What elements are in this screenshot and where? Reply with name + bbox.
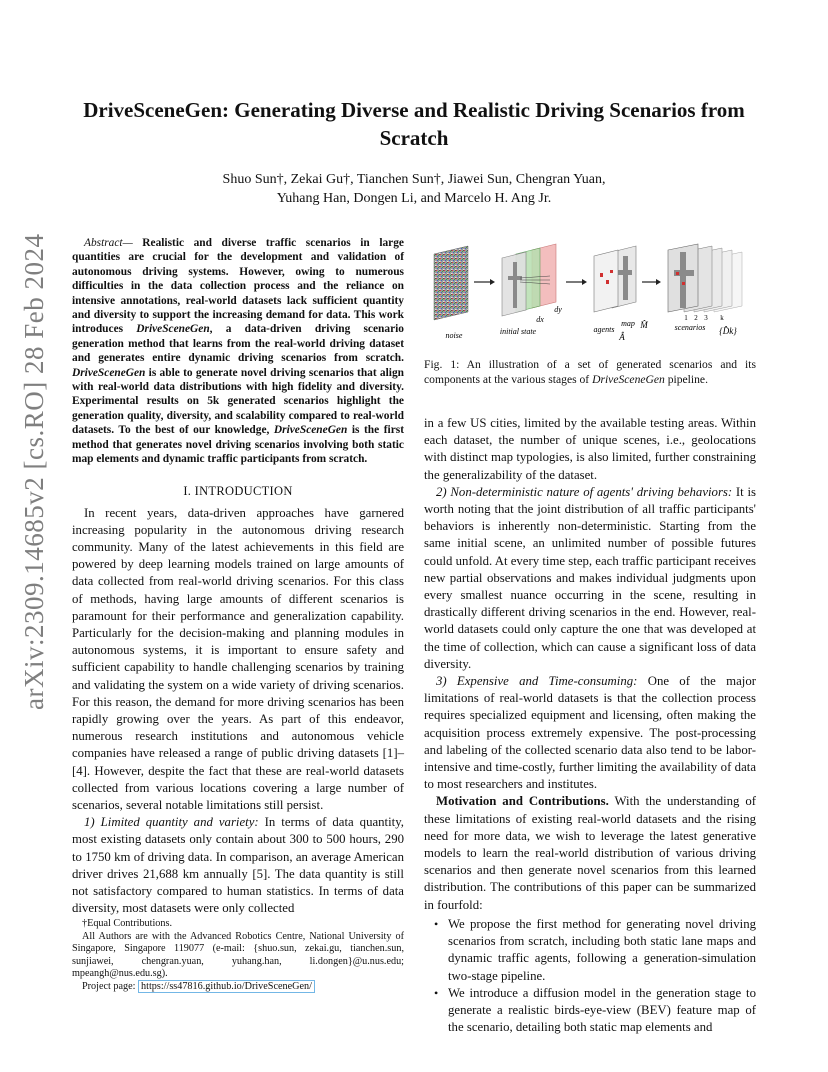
- motivation-heading: Motivation and Contributions.: [436, 794, 609, 809]
- abstract-text-b: , a data-driven driving scenario generation method that learns from the real-world driving dataset and generates entire dynamic driving scenarios from scratch.: [72, 323, 404, 365]
- footnote-equal-contribution: †Equal Contributions.: [82, 918, 172, 929]
- initial-state-block: [502, 244, 556, 316]
- label-noise: noise: [445, 331, 463, 340]
- label-initial-state: initial state: [499, 327, 537, 336]
- intro-paragraph-2-text: In terms of data quantity, most existing datasets only contain about 300 to 500 hours, 290 to 1750 km of driving data. In comparison, an average American driver drives 21,688 km annually [5]. The data quantity is still not satisfactory compared to human statistics. In terms of data diversity, most datasets were only collected: [72, 815, 404, 916]
- intro-paragraph-2: [72, 814, 404, 917]
- label-dx: dx: [536, 315, 544, 324]
- author-list: [150, 171, 678, 208]
- bullet-icon: •: [434, 916, 439, 931]
- right-paragraph-3: [424, 673, 756, 793]
- footnotes: [72, 918, 404, 993]
- intro-paragraph-2-subhead: 1) Limited quantity and variety:: [84, 815, 259, 830]
- label-dy: dy: [554, 305, 562, 314]
- right-paragraph-2-text: It is worth noting that the joint distribution of all traffic participants' behaviors is inherently non-deterministic. Starting from the same initial scene, an unlimited number of possible futures could unfold. At every time step, each traffic participant receives new partial observations and makes individual judgments upon every smallest nuance occurring in the scene, resulting in drastically different driving scenarios in the end. However, real-world datasets could only capture the one that was developed at the time of collection, which can cause a significant loss of data diversity.: [424, 484, 756, 671]
- list-item: [424, 916, 756, 985]
- agents-map-block: [594, 246, 636, 312]
- right-paragraph-4-text: With the understanding of these limitations of existing real-world datasets and the rising need for more data, we wish to leverage the latest generative models to learn the real-world distribution of various driving scenarios and then generate novel scenarios from this learned distribution. The contributions of this paper can be summarized in fourfold:: [424, 794, 757, 912]
- stack-number: k: [720, 314, 724, 322]
- arrow-head-icon: [656, 279, 661, 285]
- abstract-method-name: DriveSceneGen: [72, 366, 146, 379]
- caption-method-name: DriveSceneGen: [592, 372, 665, 386]
- label-scenarios-symbol: {D̂k}: [719, 326, 737, 336]
- right-paragraph-2-subhead: 2) Non-deterministic nature of agents' driving behaviors:: [436, 484, 733, 499]
- arrow-head-icon: [582, 279, 587, 285]
- right-paragraph-3-text: One of the major limitations of real-world datasets is that the collection process requires specialized equipment and licensing, often making the acquisition process extremely expensive. The post-processing and labeling of the collected scenario data also tend to be labor-intensive and time-costly, further limiting the availability of data to most researchers and institutes.: [424, 674, 756, 792]
- bullet-icon: •: [434, 985, 439, 1000]
- right-column: [424, 236, 756, 1036]
- label-agents-symbol: Â: [619, 332, 625, 342]
- project-page-label: Project page:: [82, 980, 139, 992]
- list-item: [424, 985, 756, 1037]
- caption-text-a: Fig. 1: An illustration of a set of generated scenarios and its components at the various stages of: [424, 358, 756, 386]
- figure-1: [424, 242, 756, 342]
- authors-line-2: Yuhang Han, Dongen Li, and Marcelo H. Ang Jr.: [276, 190, 552, 206]
- arxiv-identifier: arXiv:2309.14685v2 [cs.RO] 28 Feb 2024: [19, 233, 49, 710]
- stack-number: 2: [694, 314, 698, 322]
- footnote-affiliation: All Authors are with the Advanced Robotics Centre, National University of Singapore, Singapore 119077 (e-mail: {shuo.sun, zekai.gu, tianchen.sun, sunjiawei, chengran.yuan, yuhang.han, li.dongen}@u.nus.edu; mpeangh@nus.edu.sg).: [72, 930, 404, 979]
- scenarios-stack: [668, 244, 742, 312]
- caption-text-b: pipeline.: [664, 372, 708, 386]
- noise-block: [434, 246, 468, 320]
- right-paragraph-3-subhead: 3) Expensive and Time-consuming:: [436, 674, 638, 689]
- list-item-text: We propose the first method for generating novel driving scenarios from scratch, including both static lane maps and dynamic traffic agents, following a generation-simulation two-stage pipeline.: [448, 916, 756, 983]
- label-map: map: [621, 319, 635, 328]
- abstract-text-d: is the first method that generates novel driving scenarios involving both static map elements and dynamic traffic participants from scratch.: [72, 424, 404, 466]
- list-item-text: We introduce a diffusion model in the generation stage to generate a realistic birds-eye-view (BEV) feature map of the scenario, detailing both static map elements and: [448, 985, 756, 1035]
- right-paragraph-4: [424, 793, 756, 913]
- stack-number: 1: [684, 314, 688, 322]
- abstract-text-c: is able to generate novel driving scenarios that align with real-world data distributions with high fidelity and diversity. Experimental results on 5k generated scenarios highlight the generation quality, diversity, and scalability compared to real-world datasets. To the best of our knowledge,: [72, 366, 404, 437]
- stack-number: 3: [704, 314, 708, 322]
- label-scenarios: scenarios: [674, 323, 706, 332]
- label-agents: agents: [593, 325, 615, 334]
- left-column: [72, 236, 404, 917]
- footnote-project-page: [72, 981, 404, 994]
- abstract-method-name: DriveSceneGen: [136, 323, 210, 336]
- label-map-symbol: M̂: [640, 320, 648, 330]
- right-paragraph-1: in a few US cities, limited by the available testing areas. Within each dataset, the number of unique scenes, i.e., geolocations with distinct map typologies, is also limited, further constraining the generalizability of the dataset.: [424, 416, 756, 482]
- intro-paragraph-1: In recent years, data-driven approaches have garnered increasing popularity in the autonomous driving research community. Many of the latest achievements in this field are powered by deep learning models trained on large amounts of data collected from real-world driving scenarios. For this class of methods, having large amounts of different scenarios is paramount for their performance and generalization capability. Particularly for the decision-making and planning modules in autonomous systems, it is important to ensure safety and sufficient capability to handle challenging scenarios by training and validating the system on a wide variety of driving scenarios. For this reason, the demand for more driving scenarios has been rapidly growing over the years. As part of this endeavor, numerous research institutions and autonomous vehicle companies have released a range of public driving datasets [1]–[4]. However, despite the fact that these are real-world datasets collected from various locations covering a large number of scenarios, several notable limitations still persist.: [72, 505, 404, 812]
- abstract-text-a: Realistic and diverse traffic scenarios in large quantities are crucial for the development and validation of autonomous driving systems. However, owing to numerous difficulties in the data collection process and the reliance on intensive annotations, real-world datasets lack sufficient quantity and diversity to support the increasing demand for data. This work introduces: [72, 237, 404, 336]
- authors-line-1: Shuo Sun†, Zekai Gu†, Tianchen Sun†, Jiawei Sun, Chengran Yuan,: [222, 172, 606, 187]
- abstract: [72, 236, 404, 467]
- contribution-list: [424, 916, 756, 1036]
- section-heading-introduction: I. INTRODUCTION: [183, 483, 293, 498]
- arrow-head-icon: [490, 279, 495, 285]
- paper-title: DriveSceneGen: Generating Diverse and Realistic Driving Scenarios from Scratch: [83, 98, 745, 150]
- pipeline-illustration: [424, 242, 756, 342]
- right-paragraph-2: [424, 484, 756, 673]
- abstract-lead: Abstract—: [84, 237, 133, 249]
- project-page-link[interactable]: https://ss47816.github.io/DriveSceneGen/: [138, 980, 315, 993]
- abstract-method-name: DriveSceneGen: [273, 424, 348, 437]
- figure-1-caption: [424, 358, 756, 387]
